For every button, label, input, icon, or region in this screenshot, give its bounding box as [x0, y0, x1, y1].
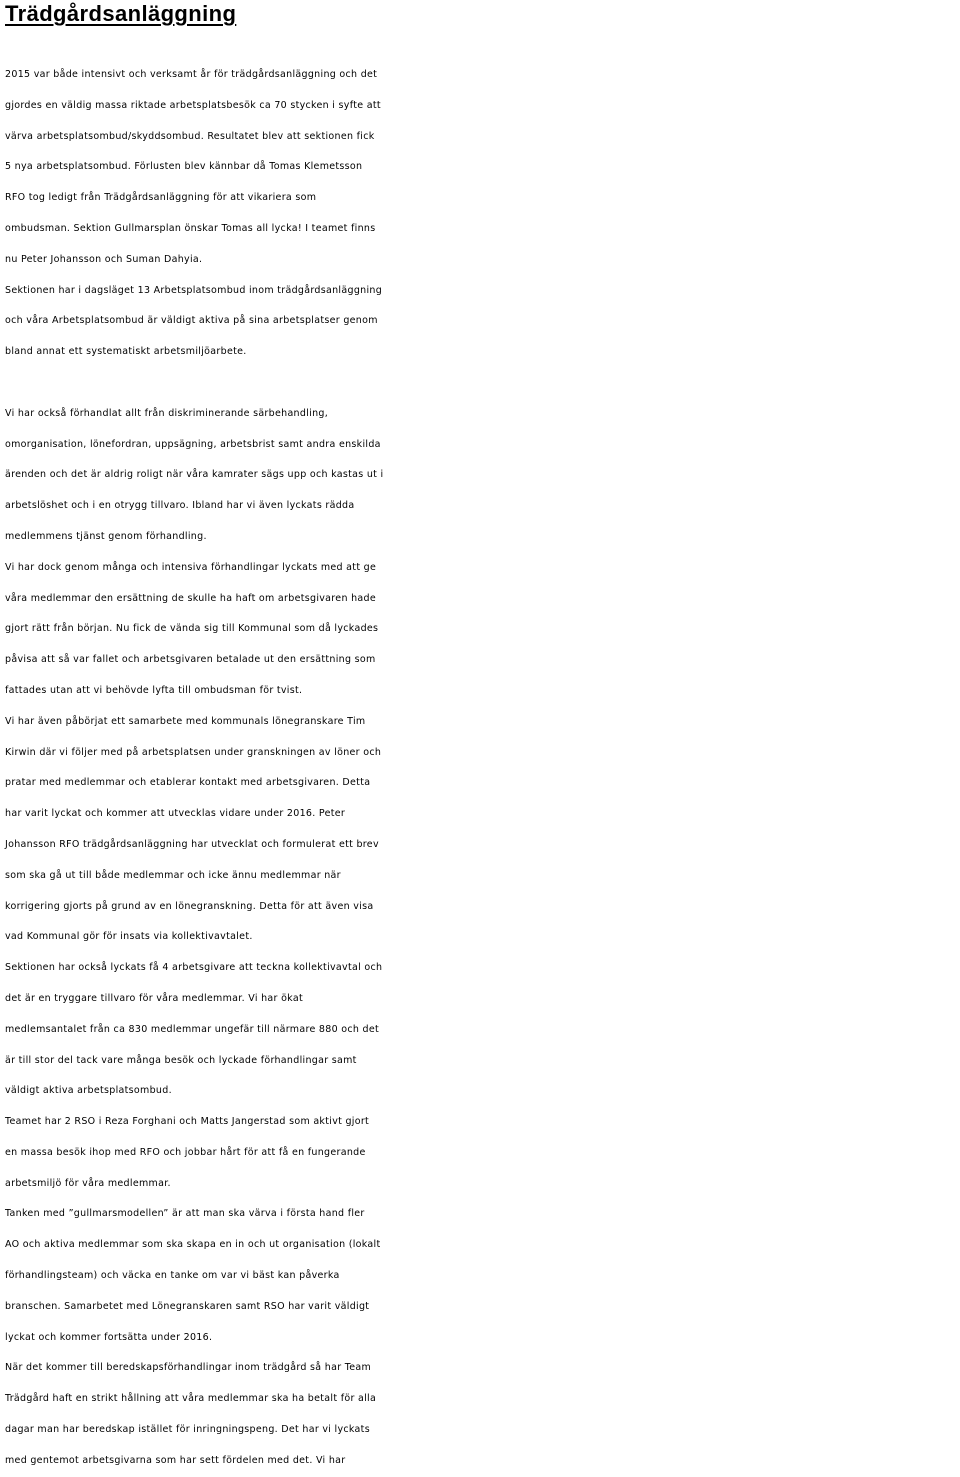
text-line: förhandlingsteam) och väcka en tanke om var vi bäst kan påverka — [5, 1270, 340, 1282]
text-line: Vi har även påbörjat ett samarbete med kommunals lönegranskare Tim — [5, 715, 366, 727]
text-line: värva arbetsplatsombud/skyddsombud. Resultatet blev att sektionen fick — [5, 130, 375, 142]
text-line: det är en tryggare tillvaro för våra medlemmar. Vi har ökat — [5, 992, 303, 1004]
text-line: är till stor del tack vare många besök och lyckade förhandlingar samt — [5, 1054, 357, 1066]
text-line: våra medlemmar den ersättning de skulle ha haft om arbetsgivaren hade — [5, 592, 376, 604]
text-line: Kirwin där vi följer med på arbetsplatsen under granskningen av löner och — [5, 746, 382, 758]
document-page — [5, 0, 957, 1466]
text-line: 5 nya arbetsplatsombud. Förlusten blev kännbar då Tomas Klemetsson — [5, 161, 363, 173]
text-line: Sektionen har också lyckats få 4 arbetsgivare att teckna kollektivavtal och — [5, 962, 383, 974]
text-line: RFO tog ledigt från Trädgårdsanläggning för att vikariera som — [5, 192, 317, 204]
text-line: pratar med medlemmar och etablerar kontakt med arbetsgivaren. Detta — [5, 777, 371, 789]
text-line: som ska gå ut till både medlemmar och icke ännu medlemmar när — [5, 869, 341, 881]
text-line: har varit lyckat och kommer att utvecklas vidare under 2016. Peter — [5, 808, 346, 820]
text-line: branschen. Samarbetet med Lönegranskaren samt RSO har varit väldigt — [5, 1300, 370, 1312]
text-line: och våra Arbetsplatsombud är väldigt aktiva på sina arbetsplatser genom — [5, 315, 378, 327]
text-line: Vi har också förhandlat allt från diskriminerande särbehandling, — [5, 407, 329, 419]
paragraph-gap — [5, 368, 957, 399]
text-line: ärenden och det är aldrig roligt när våra kamrater sägs upp och kastas ut i — [5, 469, 384, 481]
text-line: med gentemot arbetsgivarna som har sett fördelen med det. Vi har — [5, 1454, 346, 1466]
text-line: AO och aktiva medlemmar som ska skapa en in och ut organisation (lokalt — [5, 1239, 381, 1251]
text-line: korrigering gjorts på grund av en lönegranskning. Detta för att även visa — [5, 900, 374, 912]
text-line: lyckat och kommer fortsätta under 2016. — [5, 1331, 213, 1343]
text-line: Teamet har 2 RSO i Reza Forghani och Matts Jangerstad som aktivt gjort — [5, 1116, 370, 1128]
text-line: Sektionen har i dagsläget 13 Arbetsplatsombud inom trädgårdsanläggning — [5, 284, 383, 296]
document-title: Trädgårdsanläggning — [5, 1, 237, 26]
text-line: fattades utan att vi behövde lyfta till ombudsman för tvist. — [5, 684, 303, 696]
text-line: bland annat ett systematiskt arbetsmiljöarbete. — [5, 346, 247, 358]
text-line: arbetsmiljö för våra medlemmar. — [5, 1177, 171, 1189]
text-line: Tanken med ”gullmarsmodellen” är att man ska värva i första hand fler — [5, 1208, 365, 1220]
text-line: påvisa att så var fallet och arbetsgivaren betalade ut den ersättning som — [5, 654, 376, 666]
text-line: gjort rätt från början. Nu fick de vända sig till Kommunal som då lyckades — [5, 623, 379, 635]
text-line: väldigt aktiva arbetsplatsombud. — [5, 1085, 172, 1097]
text-line: Vi har dock genom många och intensiva förhandlingar lyckats med att ge — [5, 561, 377, 573]
text-line: dagar man har beredskap istället för inringningspeng. Det har vi lyckats — [5, 1424, 370, 1436]
text-line: en massa besök ihop med RFO och jobbar hårt för att få en fungerande — [5, 1146, 366, 1158]
text-line: Trädgård haft en strikt hållning att våra medlemmar ska ha betalt för alla — [5, 1393, 377, 1405]
text-line: Johansson RFO trädgårdsanläggning har utvecklat och formulerat ett brev — [5, 838, 379, 850]
text-line: vad Kommunal gör för insats via kollektivavtalet. — [5, 931, 253, 943]
text-line: medlemmens tjänst genom förhandling. — [5, 530, 207, 542]
text-line: 2015 var både intensivt och verksamt år för trädgårdsanläggning och det — [5, 69, 378, 80]
text-line: När det kommer till beredskapsförhandlingar inom trädgård så har Team — [5, 1362, 372, 1374]
document-body — [5, 60, 957, 1477]
text-line: arbetslöshet och i en otrygg tillvaro. Ibland har vi även lyckats rädda — [5, 500, 355, 512]
text-line: nu Peter Johansson och Suman Dahyia. — [5, 253, 203, 265]
text-line: ombudsman. Sektion Gullmarsplan önskar Tomas all lycka! I teamet finns — [5, 222, 376, 234]
text-line: gjordes en väldig massa riktade arbetsplatsbesök ca 70 stycken i syfte att — [5, 99, 381, 111]
text-line: medlemsantalet från ca 830 medlemmar ungefär till närmare 880 och det — [5, 1023, 380, 1035]
text-line: omorganisation, lönefordran, uppsägning, arbetsbrist samt andra enskilda — [5, 438, 381, 450]
